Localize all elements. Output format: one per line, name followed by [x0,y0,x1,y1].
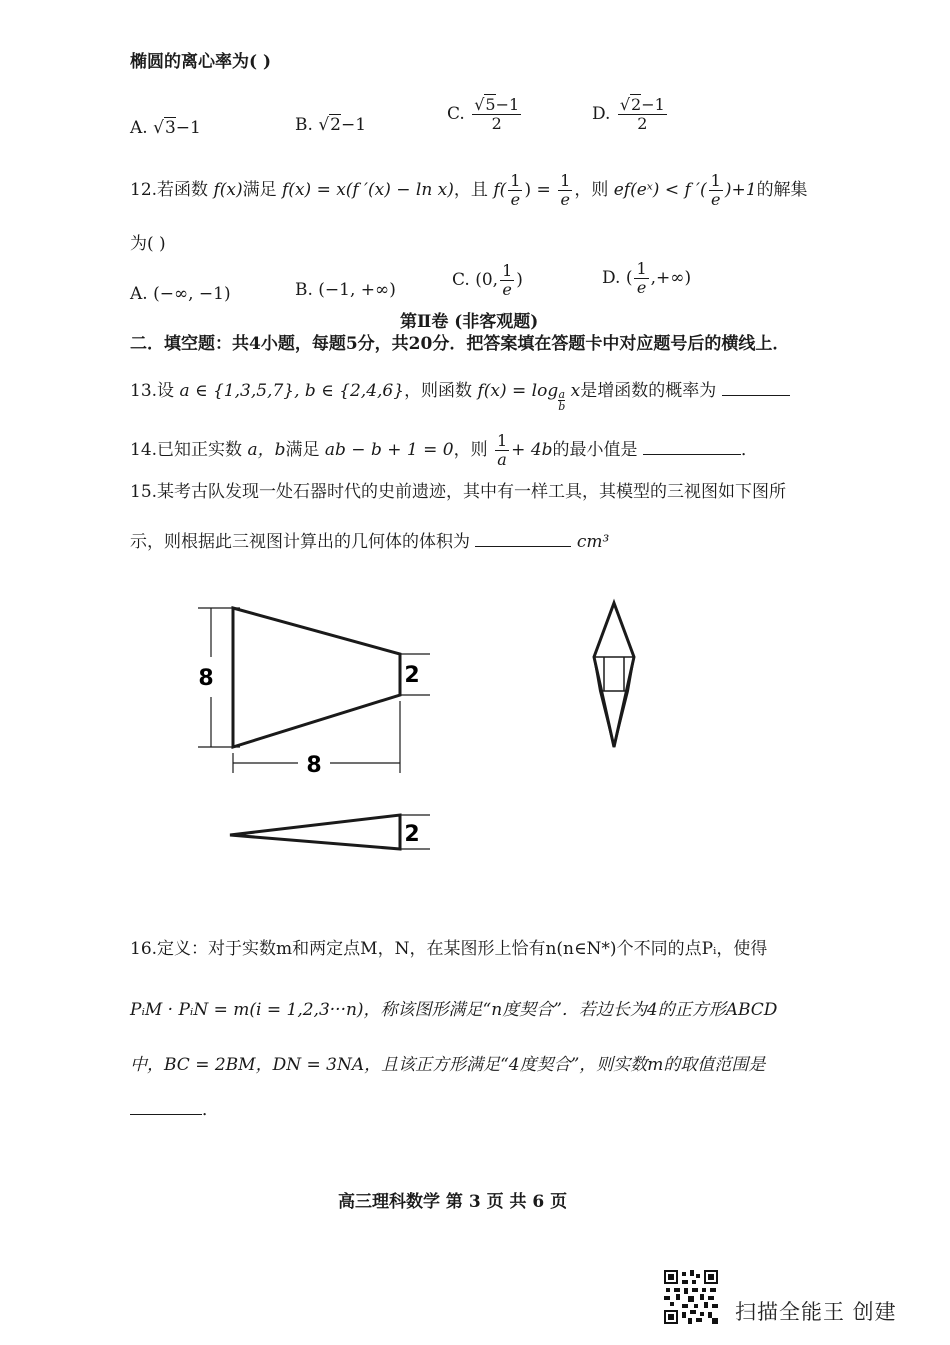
q16-line3: 中，BC = 2BM，DN = 3NA，且该正方形满足“4度契合”，则实数m的取值范围是 [130,1055,766,1075]
side-view [594,603,634,747]
q15-line2: 示，则根据此三视图计算出的几何体的体积为 cm³ [130,528,609,554]
q11-option-b: B. √2−1 [295,115,367,135]
q16-line1: 16.定义：对于实数m和两定点M，N，在某图形上恰有n(n∈N*)个不同的点Pᵢ，使得 [130,939,768,959]
q11-option-a: A. √3−1 [130,118,201,138]
top-view [230,815,430,849]
q12-option-d: D. ( $\frac{1}{e}$ ,+∞) [602,259,692,297]
qr-code-icon [664,1270,718,1324]
q16-answer-line: ． [130,1096,219,1122]
front-view [198,608,430,773]
page-footer: 高三理科数学 第 3 页 共 6 页 [338,1192,568,1212]
q14-answer-blank[interactable] [643,436,741,455]
front-right-label: 2 [404,663,420,688]
q15-answer-blank[interactable] [475,528,571,547]
front-width-label: 8 [306,753,322,778]
section-title: 第Ⅱ卷 (非客观题) [400,312,539,332]
q11-option-c: C. $\frac{√5-1}{2}$ [447,95,520,133]
scanner-watermark: 扫描全能王 创建 [735,1300,897,1324]
q11-option-d: D. $\frac{√2-1}{2}$ [592,95,665,133]
q13-answer-blank[interactable] [722,377,790,396]
q12-option-b: B. (−1, +∞) [295,280,396,300]
q14: 14.已知正实数 a，b满足 ab − b + 1 = 0，则 $\frac{1}{a}$ + 4b的最小值是 ． [130,431,758,469]
q15-line1: 15.某考古队发现一处石器时代的史前遗迹，其中有一样工具，其模型的三视图如下图所 [130,482,787,502]
section-heading: 二．填空题：共4小题，每题5分，共20分．把答案填在答题卡中对应题号后的横线上． [130,334,790,354]
top-right-label: 2 [404,822,420,847]
q12-option-c: C. (0, $\frac{1}{e}$ ) [452,261,523,299]
q12-stem: 12.若函数 f(x)满足 f(x) = x(f ′(x) − ln x)，且 f( $\frac{1}{e}$ ) = $\frac{1}{e}$ ，则 ef(eˣ) < f ′( $\frac{1}{e}$ )+1的解集 [130,171,808,209]
front-height-label: 8 [198,666,214,691]
q11-stem-tail: 椭圆的离心率为( ) [130,52,272,72]
q16-line2: PᵢM · PᵢN = m(i = 1,2,3···n)，称该图形满足“n度契合”．若边长为4的正方形ABCD [130,1000,778,1020]
three-view-figure [0,595,950,855]
q16-answer-blank[interactable] [130,1096,202,1115]
q13: 13.设 a ∈ {1,3,5,7}, b ∈ {2,4,6}，则函数 f(x) = log $\frac{a}{b}$ x是增函数的概率为 [130,377,790,412]
q12-option-a: A. (−∞, −1) [130,284,231,304]
q12-stem-line2: 为( ) [130,234,166,254]
